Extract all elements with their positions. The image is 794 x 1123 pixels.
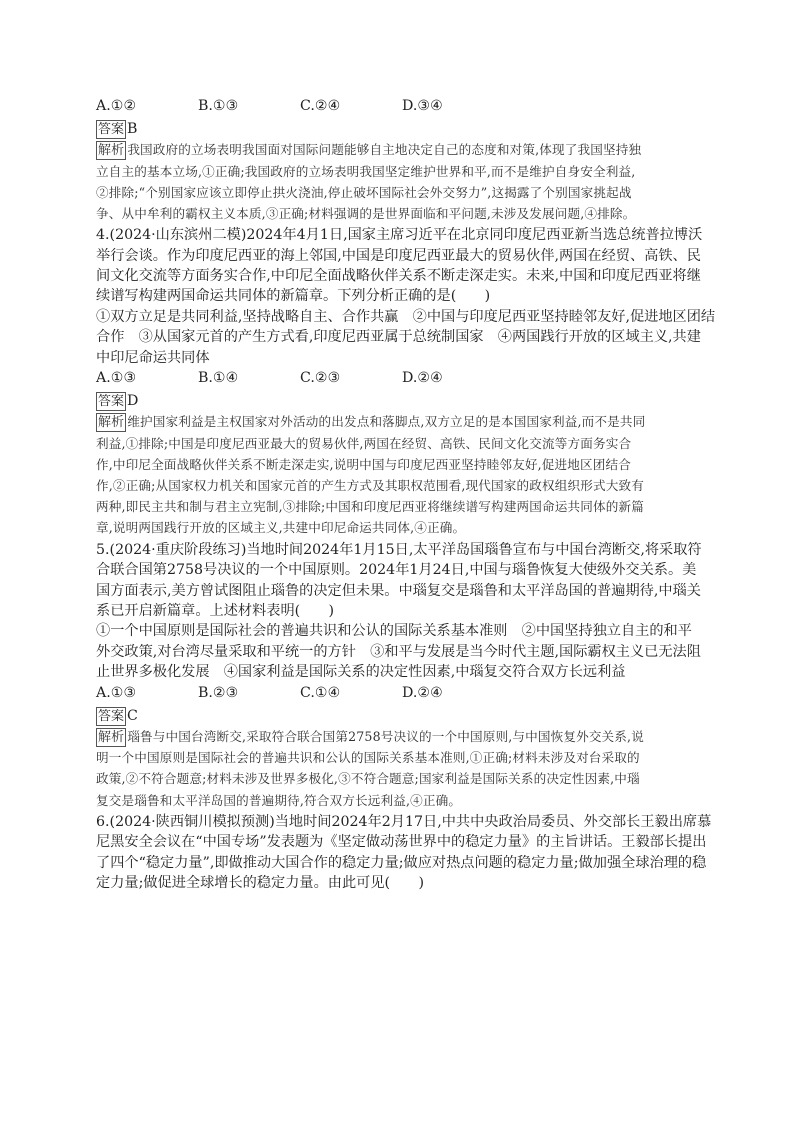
q4-analysis-line: 作,②正确;从国家权力机关和国家元首的产生方式及其职权范围看,现代国家的政权组织形式大致有 [96, 478, 644, 494]
q5-option-d: D.②④ [402, 684, 443, 701]
q6-stem-line: 定力量;做促进全球增长的稳定力量。由此可见( ) [96, 874, 424, 891]
q4-option-d: D.②④ [402, 370, 443, 387]
answer-tag: 答案 [98, 394, 125, 410]
q4-option-a: A.①③ [96, 370, 137, 387]
q5-analysis [96, 726, 696, 811]
q4-analysis-line: 章,说明两国践行开放的区域主义,共建中印尼命运共同体,④正确。 [96, 520, 466, 536]
q5-statement-line: ①一个中国原则是国际社会的普遍共识和公认的国际关系基本准则 ②中国坚持独立自主的和平 [96, 623, 692, 640]
q3-analysis-line: ②排除;“个别国家应该立即停止拱火浇油,停止破坏国际社会外交努力”,这揭露了个别国家挑起战 [96, 184, 632, 200]
q3-option-d: D.③④ [402, 98, 443, 114]
q4-statement-line: ①双方立足是共同利益,坚持战略自主、合作共赢 ②中国与印度尼西亚坚持睦邻友好,促进地区团结 [96, 308, 716, 325]
q4-analysis-line: 作,中印尼全面战略伙伴关系不断走深走实,说明中国与印度尼西亚坚持睦邻友好,促进地区团结合 [96, 456, 631, 472]
q4-statement-line: 合作 ③从国家元首的产生方式看,印度尼西亚属于总统制国家 ④两国践行开放的区域主义,共建 [96, 329, 701, 346]
q4-analysis-line: 利益,①排除;中国是印度尼西亚最大的贸易伙伴,两国在经贸、高铁、民间文化交流等方面务实合 [96, 435, 632, 451]
q5-stem-line: 5.(2024·重庆阶段练习)当地时间2024年1月15日,太平洋岛国瑙鲁宣布与中国台湾断交,将采取符 [96, 541, 702, 558]
q4-analysis [96, 411, 696, 538]
question-5 [96, 540, 702, 811]
analysis-tag: 解析 [98, 143, 125, 159]
q4-option-b: B.①④ [198, 370, 239, 387]
q4-options [96, 368, 696, 390]
q3-answer-value: B [127, 121, 138, 137]
q5-statement-line: 止世界多极化发展 ④国家利益是国际关系的决定性因素,中瑙复交符合双方长远利益 [96, 664, 626, 681]
q3-option-c: C.②④ [300, 98, 341, 114]
q3-answer [96, 119, 696, 139]
question-4 [96, 225, 716, 538]
q4-stem-line: 续谱写构建两国命运共同体的新篇章。下列分析正确的是( ) [96, 288, 491, 305]
analysis-tag: 解析 [98, 415, 125, 431]
q5-option-c: C.①④ [300, 684, 341, 701]
q5-analysis-line: 明一个中国原则是国际社会的普遍共识和公认的国际关系基本准则,①正确;材料未涉及对台采取的 [96, 750, 640, 766]
q5-option-b: B.②③ [198, 684, 239, 701]
q3-analysis-line: 争、从中牟利的霸权主义本质,③正确;材料强调的是世界面临和平问题,未涉及发展问题,④排除。 [96, 206, 636, 222]
q4-analysis-line: 维护国家利益是主权国家对外活动的出发点和落脚点,双方立足的是本国国家利益,而不是共同 [127, 414, 646, 430]
q5-stem-line: 合联合国第2758号决议的一个中国原则。2024年1月24日,中国与瑙鲁恢复大使级外交关系。美 [96, 562, 697, 579]
q3-option-b: B.①③ [198, 98, 239, 114]
q5-analysis-line: 政策,②不符合题意;材料未涉及世界多极化,③不符合题意;国家利益是国际关系的决定性因素,中瑙 [96, 771, 640, 787]
q4-answer-value: D [127, 393, 139, 410]
q5-analysis-line: 瑙鲁与中国台湾断交,采取符合联合国第2758号决议的一个中国原则,与中国恢复外交关系,说 [127, 728, 644, 744]
q4-answer [96, 391, 696, 411]
answer-tag: 答案 [98, 708, 125, 724]
q4-statement-line: 中印尼命运共同体 [96, 349, 210, 366]
q4-stem-line: 4.(2024·山东滨州二模)2024年4月1日,国家主席习近平在北京同印度尼西亚新当选总统普拉博沃 [96, 227, 703, 244]
q5-stem-line: 国方面表示,美方曾试图阻止瑙鲁的决定但未果。中瑙复交是瑙鲁和太平洋岛国的普遍期待,中瑙关 [96, 582, 701, 599]
q3-analysis-line: 立自主的基本立场,①正确;我国政府的立场表明我国坚定维护世界和平,而不是维护自身安全利益, [96, 163, 636, 179]
exam-page [96, 96, 716, 893]
q3-options [96, 96, 696, 118]
q3-option-a: A.①② [96, 98, 137, 114]
q4-analysis-line: 两种,即民主共和制与君主立宪制,③排除;中国和印度尼西亚将继续谱写构建两国命运共同体的新篇 [96, 499, 644, 515]
answer-tag: 答案 [98, 122, 125, 137]
analysis-tag: 解析 [98, 729, 125, 745]
q4-stem-line: 间文化交流等方面务实合作,中印尼全面战略伙伴关系不断走深走实。未来,中国和印度尼西亚将继 [96, 268, 701, 285]
q4-stem-line: 举行会谈。作为印度尼西亚的海上邻国,中国是印度尼西亚最大的贸易伙伴,两国在经贸、高铁、民 [96, 247, 701, 264]
q5-answer-value: C [127, 707, 138, 724]
q5-analysis-line: 复交是瑙鲁和太平洋岛国的普遍期待,符合双方长远利益,④正确。 [96, 792, 462, 808]
q5-answer [96, 706, 696, 726]
q5-stem-line: 系已开启新篇章。上述材料表明( ) [96, 602, 335, 619]
q6-stem-line: 尼黑安全会议在“中国专场”发表题为《坚定做动荡世界中的稳定力量》的主旨讲话。王毅部长提出 [96, 834, 707, 851]
q5-option-a: A.①③ [96, 684, 137, 701]
q3-analysis-line: 我国政府的立场表明我国面对国际问题能够自主地决定自己的态度和对策,体现了我国坚持独 [127, 142, 642, 158]
question-6 [96, 812, 712, 894]
q5-options [96, 683, 696, 705]
q5-statement-line: 外交政策,对台湾尽量采取和平统一的方针 ③和平与发展是当今时代主题,国际霸权主义已无法阻 [96, 643, 701, 660]
q6-stem-line: 了四个“稳定力量”,即做推动大国合作的稳定力量;做应对热点问题的稳定力量;做加强全球治理的稳 [96, 854, 707, 871]
q3-analysis [96, 139, 696, 224]
q4-option-c: C.②③ [300, 370, 341, 387]
q6-stem-line: 6.(2024·陕西铜川模拟预测)当地时间2024年2月17日,中共中央政治局委员、外交部长王毅出席慕 [96, 813, 712, 830]
